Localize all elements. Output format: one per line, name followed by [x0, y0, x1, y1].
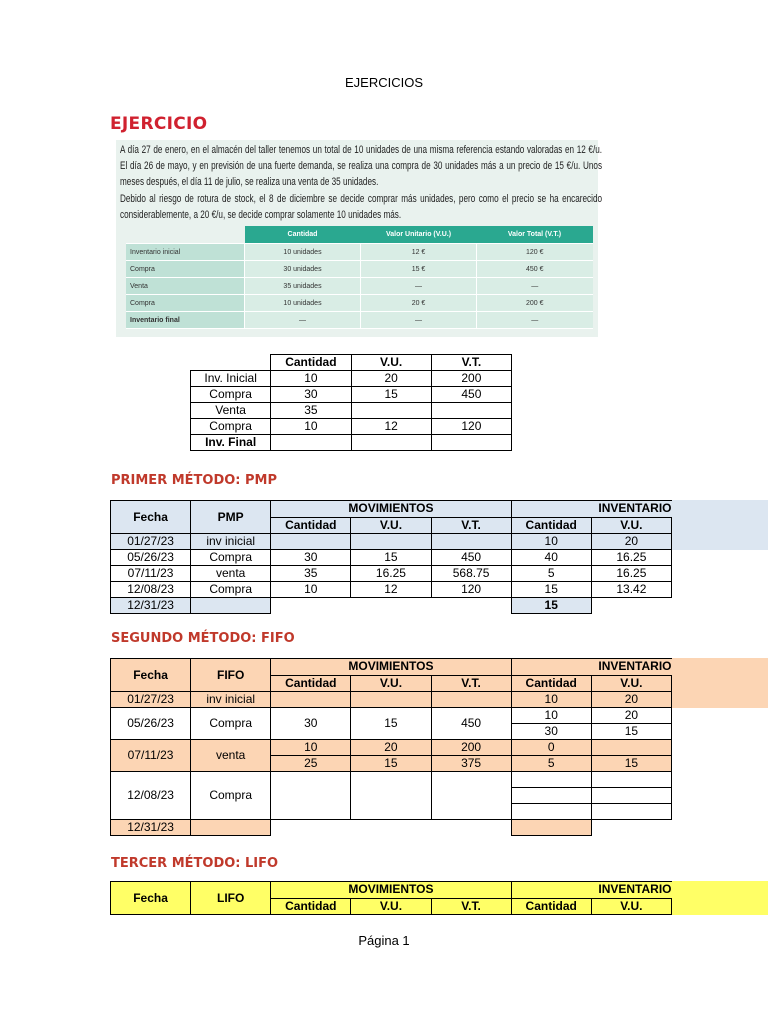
- exercise-box: [116, 140, 603, 337]
- summary-header-vu: V.U.: [351, 355, 431, 371]
- page-footer: Página 1: [358, 933, 410, 948]
- fifo-header-cantidad: Cantidad: [271, 675, 351, 692]
- pmp-table: [110, 500, 672, 614]
- lifo-header-movimientos: MOVIMIENTOS: [271, 882, 511, 899]
- table-row: 01/27/23 inv inicial 10 20: [111, 692, 672, 708]
- exercise-paragraph-2: Debido al riesgo de rotura de stock, el 8 de diciembre se decide comprar más unidades, pero como el precio se ha encarecido considerablemente, a 20 €/u, se decide comprar solamente 10 unidades más.: [120, 193, 603, 221]
- pmp-header-inv-vu: V.U.: [591, 517, 671, 534]
- table-row: 01/27/23 inv inicial 10 20: [111, 534, 672, 550]
- lifo-header-vt: V.T.: [431, 898, 511, 915]
- summary-table: [190, 354, 512, 451]
- lifo-header-vu: V.U.: [351, 898, 431, 915]
- exercise-paragraph-1: A día 27 de enero, en el almacén del taller tenemos un total de 10 unidades de una misma referencia estando valoradas en 12 €/u. El día 26 de mayo, y en previsión de una fuerte demanda, se realiza una compra de 30 unidades más a un precio de 15 €/u. Unos meses después, el día 11 de julio, se realiza una venta de 35 unidades.: [120, 144, 603, 188]
- lifo-header-inventario: INVENTARIO: [511, 882, 671, 899]
- fifo-header-method: FIFO: [191, 659, 271, 692]
- pmp-header-cantidad: Cantidad: [271, 517, 351, 534]
- table-row: Compra 30 15 450: [191, 387, 512, 403]
- fifo-section-title: SEGUNDO MÉTODO: FIFO: [111, 631, 295, 646]
- table-row: Inv. Final: [191, 435, 512, 451]
- page-header: EJERCICIOS: [344, 75, 423, 90]
- summary-header-cantidad: Cantidad: [271, 355, 351, 371]
- table-row: 25 15 375 5 15: [111, 756, 672, 772]
- exercise-row: Inventario final — — —: [126, 312, 593, 329]
- exercise-row: Inventario inicial 10 unidades 12 € 120 €: [126, 244, 593, 261]
- fifo-header-fecha: Fecha: [111, 659, 191, 692]
- table-row: 12/08/23 Compra: [111, 772, 672, 788]
- pmp-header-fecha: Fecha: [111, 501, 191, 534]
- exercise-picture: [110, 112, 603, 337]
- table-row: 12/31/23 15: [111, 598, 672, 614]
- fifo-header-vu: V.U.: [351, 675, 431, 692]
- fifo-table: [110, 658, 672, 836]
- pmp-header-movimientos: MOVIMIENTOS: [271, 501, 511, 518]
- exercise-header-vu: Valor Unitario (V.U.): [361, 226, 477, 244]
- fifo-header-inv-vu: V.U.: [591, 675, 671, 692]
- pmp-header-method: PMP: [191, 501, 271, 534]
- table-row: 12/08/23 Compra 10 12 120 15 13.42: [111, 582, 672, 598]
- lifo-header-method: LIFO: [191, 882, 271, 915]
- exercise-table: [126, 226, 593, 329]
- summary-header-vt: V.T.: [431, 355, 511, 371]
- exercise-title: EJERCICIO: [110, 114, 208, 134]
- lifo-header-fecha: Fecha: [111, 882, 191, 915]
- fifo-header-inventario: INVENTARIO: [511, 659, 671, 676]
- fifo-header-movimientos: MOVIMIENTOS: [271, 659, 511, 676]
- exercise-row: Venta 35 unidades — —: [126, 278, 593, 295]
- exercise-row: Compra 30 unidades 15 € 450 €: [126, 261, 593, 278]
- pmp-header-vt: V.T.: [431, 517, 511, 534]
- table-row: 30 15: [111, 724, 672, 740]
- exercise-header-cantidad: Cantidad: [245, 226, 361, 244]
- table-row: 05/26/23 Compra 30 15 450 10 20: [111, 708, 672, 724]
- table-row: Venta 35: [191, 403, 512, 419]
- table-row: 05/26/23 Compra 30 15 450 40 16.25: [111, 550, 672, 566]
- pmp-section-title: PRIMER MÉTODO: PMP: [111, 473, 278, 488]
- table-row: Compra 10 12 120: [191, 419, 512, 435]
- lifo-table: [110, 881, 672, 915]
- table-row: 07/11/23 venta 35 16.25 568.75 5 16.25: [111, 566, 672, 582]
- table-row: Inv. Inicial 10 20 200: [191, 371, 512, 387]
- pmp-header-inventario: INVENTARIO: [511, 501, 671, 518]
- exercise-row: Compra 10 unidades 20 € 200 €: [126, 295, 593, 312]
- lifo-header-cantidad: Cantidad: [271, 898, 351, 915]
- fifo-header-inv-cantidad: Cantidad: [511, 675, 591, 692]
- table-row: 12/31/23: [111, 820, 672, 836]
- fifo-header-vt: V.T.: [431, 675, 511, 692]
- lifo-header-inv-cantidad: Cantidad: [511, 898, 591, 915]
- pmp-header-vu: V.U.: [351, 517, 431, 534]
- pmp-header-inv-cantidad: Cantidad: [511, 517, 591, 534]
- table-row: 07/11/23 venta 10 20 200 0: [111, 740, 672, 756]
- exercise-header-vt: Valor Total (V.T.): [477, 226, 593, 244]
- lifo-section-title: TERCER MÉTODO: LIFO: [111, 856, 279, 871]
- lifo-header-inv-vu: V.U.: [591, 898, 671, 915]
